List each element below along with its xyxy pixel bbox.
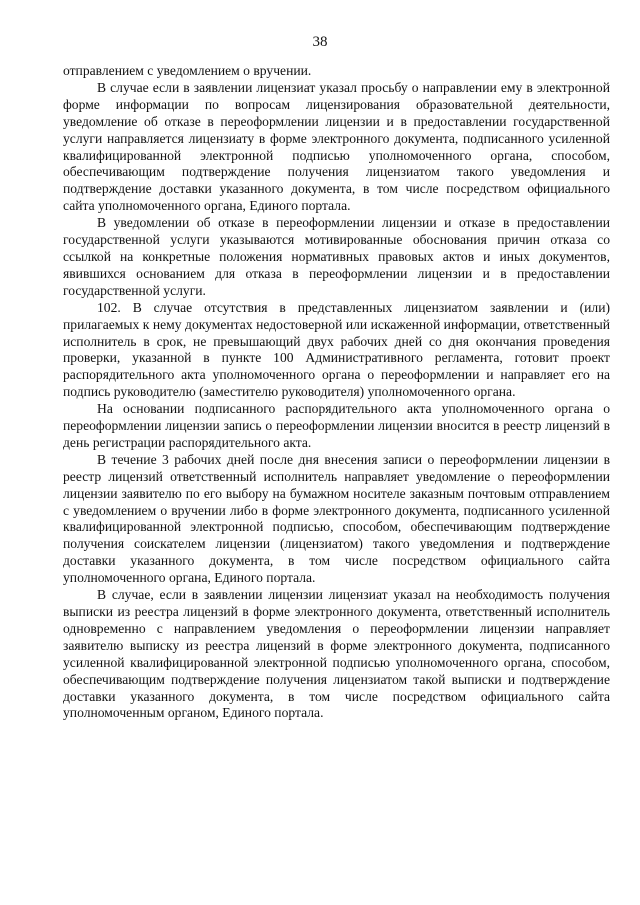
paragraph-electronic-refusal-notice: В случае если в заявлении лицензиат указал просьбу о направлении ему в электронной форме информации по вопросам лицензирования образовательной деятельности, уведомление об отказе в переоформлении лицензии и в предоставлении государственной услуги направляется лицензиату в форме электронного документа, подписанного усиленной квалифицированной электронной подписью уполномоченного органа, способом, обеспечивающим подтверждение получения лицензиатом такого уведомления и подтверждение доставки указанного документа, в том числе посредством официального сайта уполномоченного органа, Единого портала.	[63, 79, 610, 214]
paragraph-registry-entry: На основании подписанного распорядительного акта уполномоченного органа о переоформлении лицензии запись о переоформлении лицензии вносится в реестр лицензий в день регистрации распорядительного акта.	[63, 401, 610, 450]
paragraph-notification-deadline: В течение 3 рабочих дней после дня внесения записи о переоформлении лицензии в реестр лицензий ответственный исполнитель направляет уведомление о переоформлении лицензии заявителю по его выбору на бумажном носителе заказным почтовым отправлением с уведомлением о вручении либо в форме электронного документа, подписанного усиленной квалифицированной электронной подписью, способом, обеспечивающим подтверждение получения соискателем лицензии (лицензиатом) такого уведомления и подтверждение доставки указанного документа, в том числе посредством официального сайта уполномоченного органа, Единого портала.	[63, 451, 610, 586]
paragraph-refusal-reasons: В уведомлении об отказе в переоформлении лицензии и отказе в предоставлении государственной услуги указываются мотивированные обоснования причин отказа со ссылкой на конкретные положения нормативных правовых актов и иных документов, явившихся основанием для отказа в переоформлении лицензии и в предоставлении государственной услуги.	[63, 215, 610, 298]
document-body	[63, 63, 610, 722]
paragraph-clause-102: 102. В случае отсутствия в представленных лицензиатом заявлении и (или) прилагаемых к нему документах недостоверной или искаженной информации, ответственный исполнитель в срок, не превышающий двух рабочих дней со дня окончания проведения проверки, указанной в пункте 100 Административного регламента, готовит проект распорядительного акта уполномоченного органа о переоформлении и направляет его на подпись руководителю (заместителю руководителя) уполномоченного органа.	[63, 299, 610, 400]
page-number: 38	[312, 34, 328, 50]
paragraph-registry-extract: В случае, если в заявлении лицензии лицензиат указал на необходимость получения выписки из реестра лицензий в форме электронного документа, ответственный исполнитель одновременно с направлением уведомления о переоформлении лицензии направляет заявителю выписку из реестра лицензий в форме электронного документа, подписанного усиленной квалифицированной электронной подписью уполномоченного органа, способом, обеспечивающим подтверждение получения лицензиатом такой выписки и подтверждение доставки указанного документа, в том числе посредством официального сайта уполномоченным органом, Единого портала.	[63, 587, 610, 721]
paragraph-continuation: отправлением с уведомлением о вручении.	[63, 63, 312, 78]
